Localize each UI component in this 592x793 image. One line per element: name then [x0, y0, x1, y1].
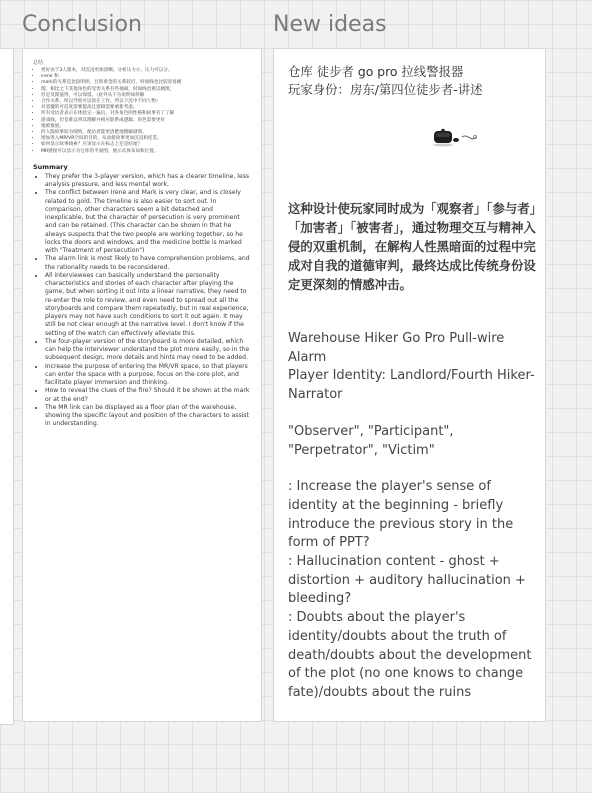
list-item: • 所有受访者表示在体验完一遍后，对各角色的性格和故事有了了解 [41, 111, 253, 117]
ideas-content [288, 63, 536, 703]
list-item: • mark的关系是比较明朗，且和黄金的关系较近，时间线也比较容易梳 [41, 80, 253, 86]
pull-wire-alarm-icon [426, 121, 478, 151]
list-item: • 理。相比之下其他角色的受害关系有些抽离，时间线也难以梳理， [41, 87, 253, 93]
ideas-cn-paragraph: 这种设计使玩家同时成为「观察者」「参与者」「加害者」「被害者」，通过物理交互与精神入侵的双重机制，在解构人性黑暗面的过程中完成对自我的道德审判，最终达成比传统身份设定更深刻的情感冲击。 [288, 201, 536, 292]
new-ideas-card[interactable] [273, 48, 546, 722]
summary-list [33, 173, 253, 429]
new-ideas-column-title: New ideas [273, 12, 387, 37]
offscreen-card-edge[interactable] [0, 48, 14, 725]
list-item: • 增加进入MR/VR空间的目的，从而使故事更加沉浸和连贯。 [41, 136, 253, 142]
ideas-cn-line-1: 仓库 徒步者 go pro 拉线警报器 [288, 64, 464, 79]
ideas-point-2: : Hallucination content - ghost + distortion + auditory hallucination + bleeding? [288, 554, 526, 607]
list-item: • MR链接可以显示为仓库的平面图，展示具体布局和位置。 [41, 149, 253, 155]
ideas-point-3: : Doubts about the player's identity/doubts about the truth of death/doubts about the development of the plot (no one knows to change fate)/doubts about the ruins [288, 610, 532, 700]
list-item: • irene 和 [41, 74, 253, 80]
list-item: • 如何显示故事线索？应该显示在标志上还是结尾？ [41, 142, 253, 148]
list-item: • 游戏线，但是难以将其理解并相应联系成逻辑；角色需要更好 [41, 118, 253, 124]
list-item: • How to reveal the clues of the fire? Should it be shown at the mark or at the end? [45, 387, 253, 404]
list-item: • 四人版故事较为细致，使访者能更清楚地理解剧情。 [41, 130, 253, 136]
chinese-notes-list [33, 68, 253, 155]
ideas-en-line-2: Player Identity: Landlord/Fourth Hiker-Narrator [288, 368, 535, 403]
list-item: • 地被推展。 [41, 124, 253, 130]
summary-heading: Summary [33, 162, 68, 171]
ideas-roles: "Observer", "Participant", "Perpetrator", "Victim" [288, 423, 454, 458]
list-item: • The MR link can be displayed as a floor plan of the warehouse, showing the specific layout and position of the characters to assist in understanding. [45, 404, 253, 429]
conclusion-document [33, 59, 253, 429]
conclusion-column-title: Conclusion [22, 12, 142, 37]
ideas-cn-line-2: 玩家身份：房东/第四位徒步者-讲述 [288, 82, 483, 97]
list-item: • They prefer the 3-player version, which has a clearer timeline, less analysis pressure, and less mental work. [45, 173, 253, 190]
list-item: • The alarm link is most likely to have comprehension problems, and the rationality needs to be reconsidered. [45, 255, 253, 272]
list-item: • 更好由于3人版本，对沉浸更加清晰。分析压力小。压力可以分。 [41, 68, 253, 74]
list-item: • The conflict between Irene and Mark is very clear, and is closely related to gold. The timeline is also easier to sort out. In comparison, other characters seem a bit detached and inexplicable, but the character of persecution is very prominent and can be retained. (This character can be shown in that he always suspects that the two people are working together, so he locks the doors and windows, and the medicine bottle is marked with "Treatment of persecution") [45, 189, 253, 255]
list-item: • 但是反派值得，可以保留。（此外从不为说明如何解 [41, 93, 253, 99]
list-item: • Increase the purpose of entering the MR/VR space, so that players can enter the space with a purpose, focus on the core plot, and facilitate player immersion and thinking. [45, 363, 253, 388]
conclusion-card[interactable] [22, 48, 262, 722]
list-item: • 合作关系，所以导致可以说在工作，所以下沉中不同人物） [41, 99, 253, 105]
list-item: • The four-player version of the storyboard is more detailed, which can help the interviewer understand the plot more easily, so in the subsequent design, more details and hints may need to be added. [45, 338, 253, 363]
ideas-point-1: : Increase the player's sense of identity at the beginning - briefly introduce the previous story in the form of PPT? [288, 479, 514, 551]
ideas-en-line-1: Warehouse Hiker Go Pro Pull-wire Alarm [288, 331, 505, 365]
list-item: • All interviewees can basically understand the personality characteristics and stories of each character after playing the game, but when sorting it out into a linear narrative, they need to re-enter the role to review, and even need to spread out all the storyboards and compare them repeatedly, but in real experience, players may not have such conditions to sort it out again. It may still be not clear enough at the narrative level. I don't know if the setting of the watch can effectively alleviate this. [45, 272, 253, 338]
doc-header: 总结 [33, 60, 44, 66]
list-item: • 对恶魔的可信度需要提高且逻辑需要重新考虑。 [41, 105, 253, 111]
